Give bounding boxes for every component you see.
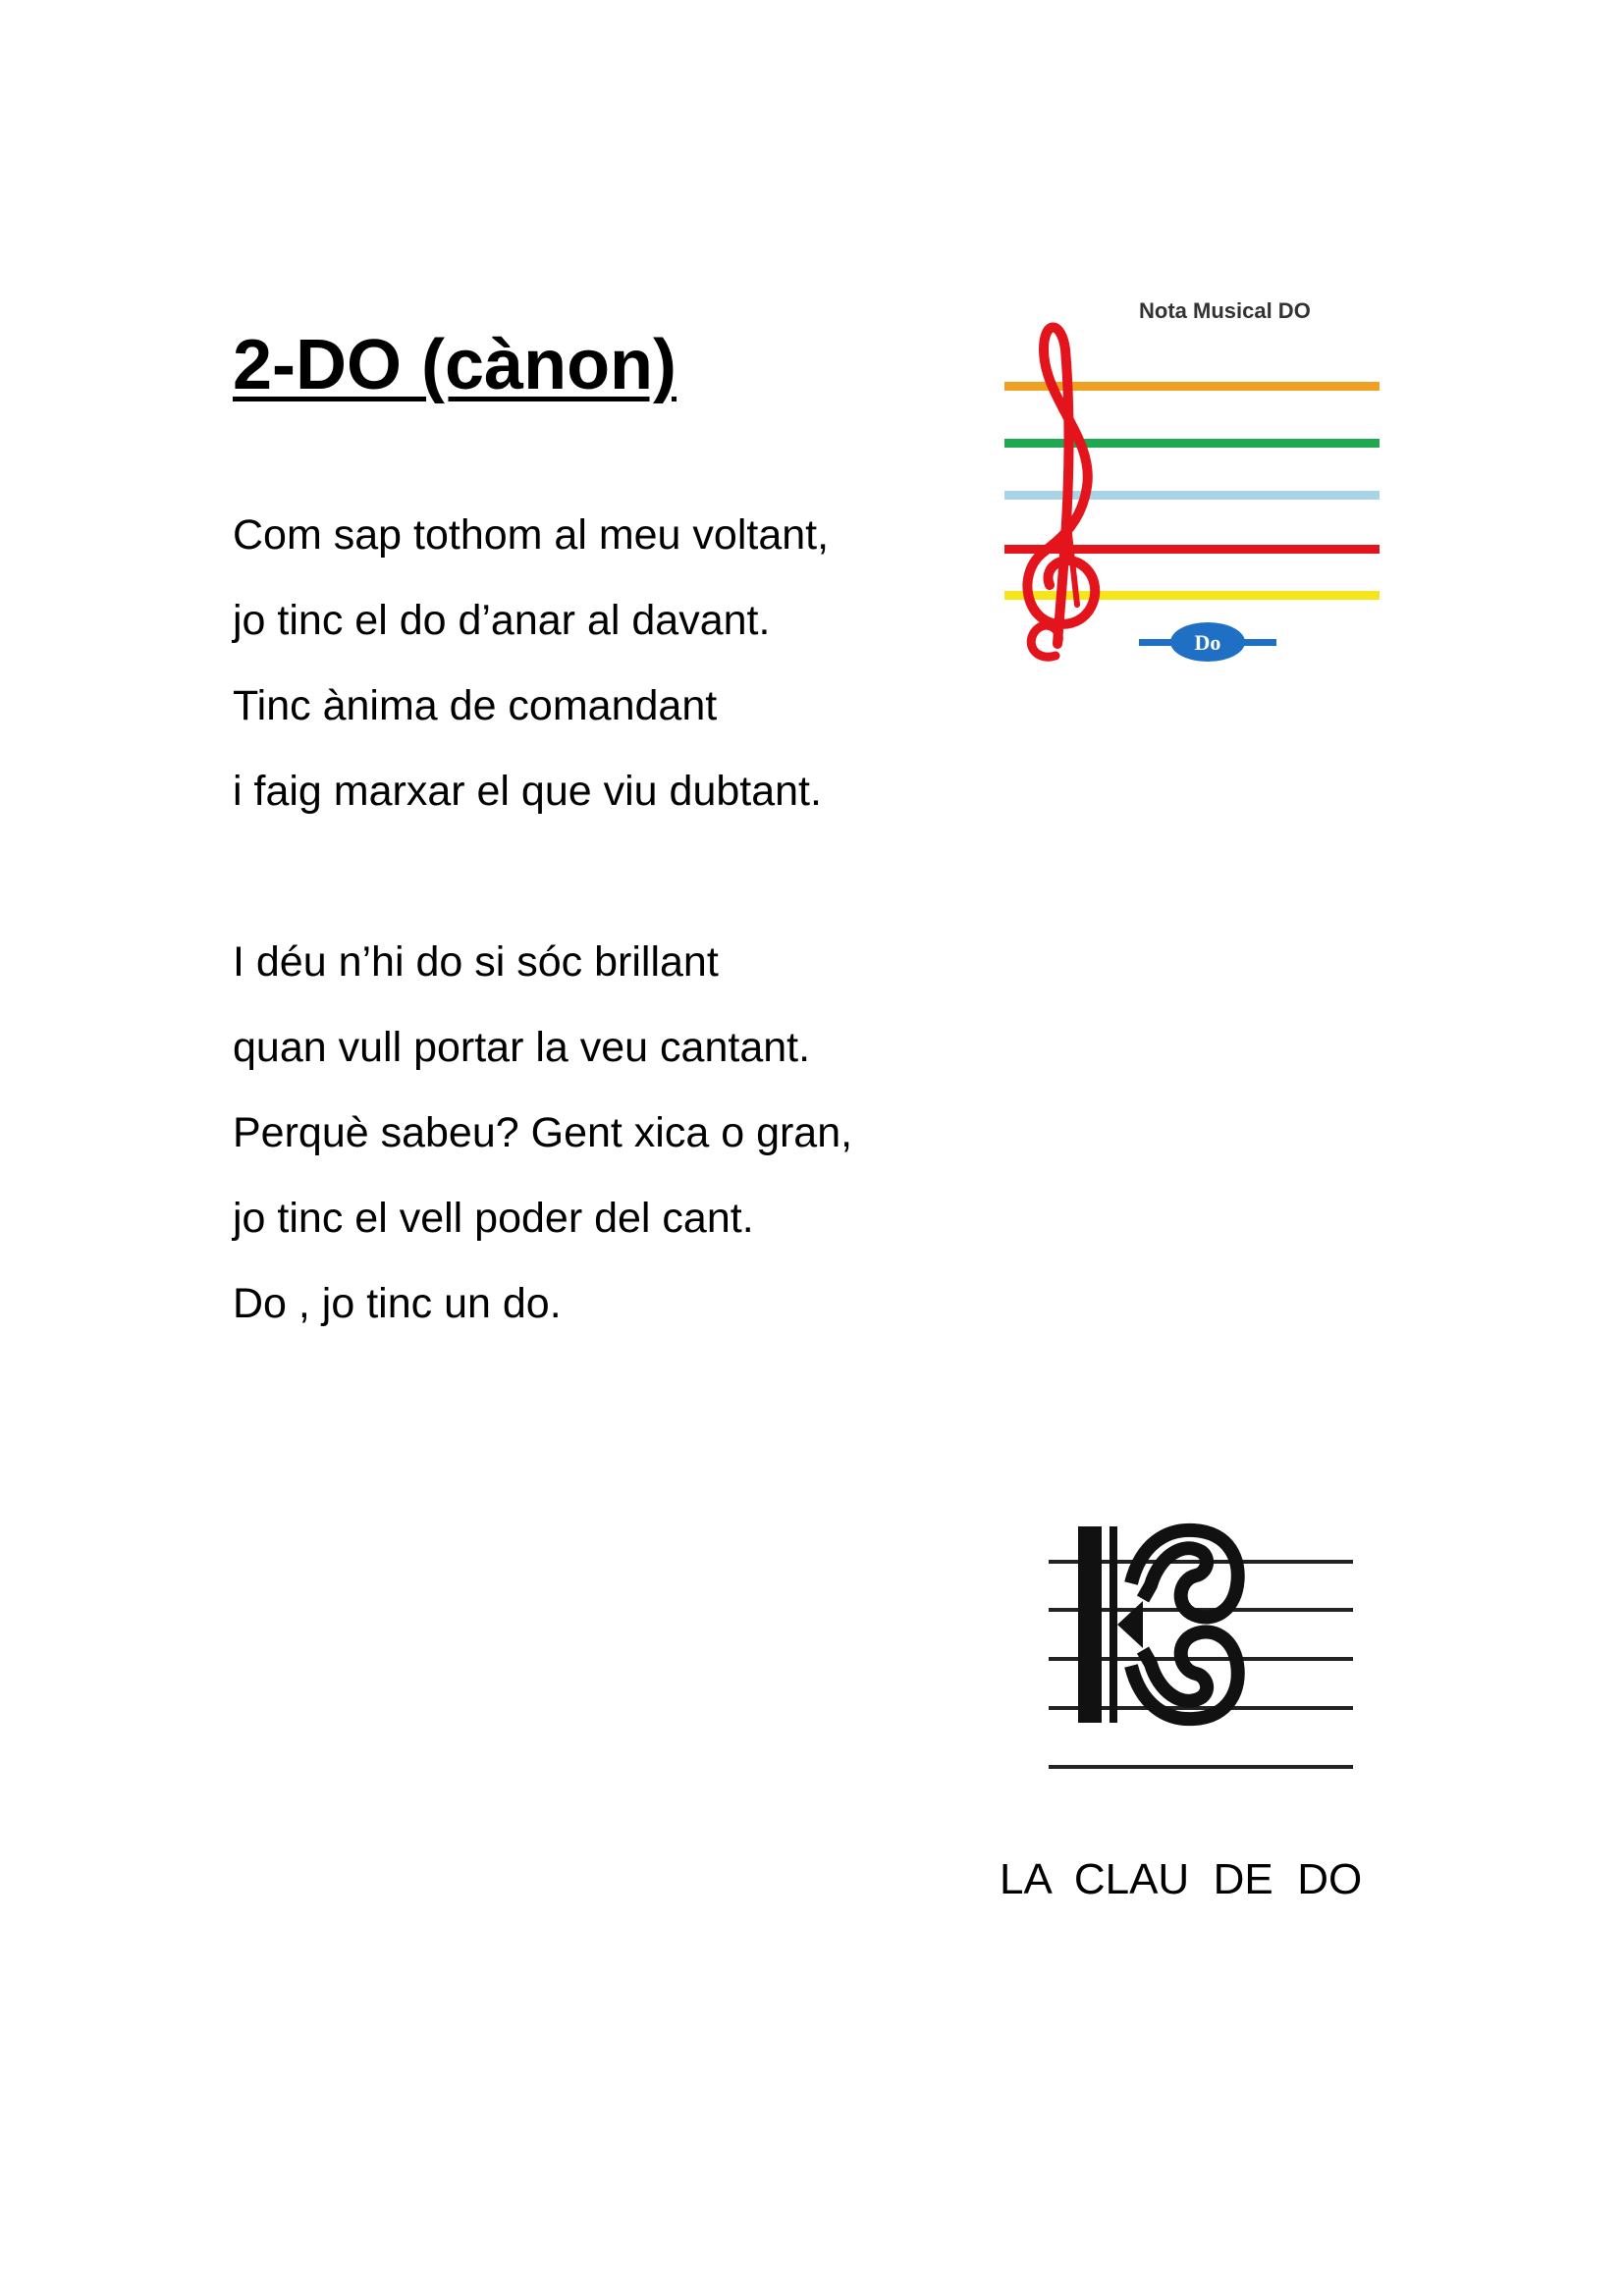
lyric-line: Tinc ànima de comandant <box>233 682 718 729</box>
lyric-line: Do , jo tinc un do. <box>233 1280 562 1327</box>
c-clef-image <box>1049 1517 1363 1796</box>
lyric-line: I déu n’hi do si sóc brillant <box>233 938 719 986</box>
clef-caption: LA CLAU DE DO <box>1000 1855 1363 1903</box>
lyric-line: jo tinc el vell poder del cant. <box>233 1195 754 1242</box>
staff-line <box>1004 491 1380 500</box>
stanza-gap <box>233 834 852 920</box>
note-do-image <box>997 291 1389 683</box>
lyric-line: quan vull portar la veu cantant. <box>233 1024 811 1071</box>
lyric-line: jo tinc el do d’anar al davant. <box>233 597 771 644</box>
staff-line <box>1049 1765 1353 1769</box>
lyric-line: i faig marxar el que viu dubtant. <box>233 768 822 815</box>
note-label: Do <box>1194 630 1221 655</box>
c-clef-icon <box>1078 1526 1238 1723</box>
page-title: 2-DO (cànon) <box>233 326 677 405</box>
staff-line <box>1004 439 1380 448</box>
staff-line <box>1004 382 1380 391</box>
lyrics <box>233 493 852 1347</box>
lyric-line: Perquè sabeu? Gent xica o gran, <box>233 1109 853 1156</box>
lyric-line: Com sap tothom al meu voltant, <box>233 511 830 559</box>
note-image-caption: Nota Musical DO <box>1139 298 1311 323</box>
